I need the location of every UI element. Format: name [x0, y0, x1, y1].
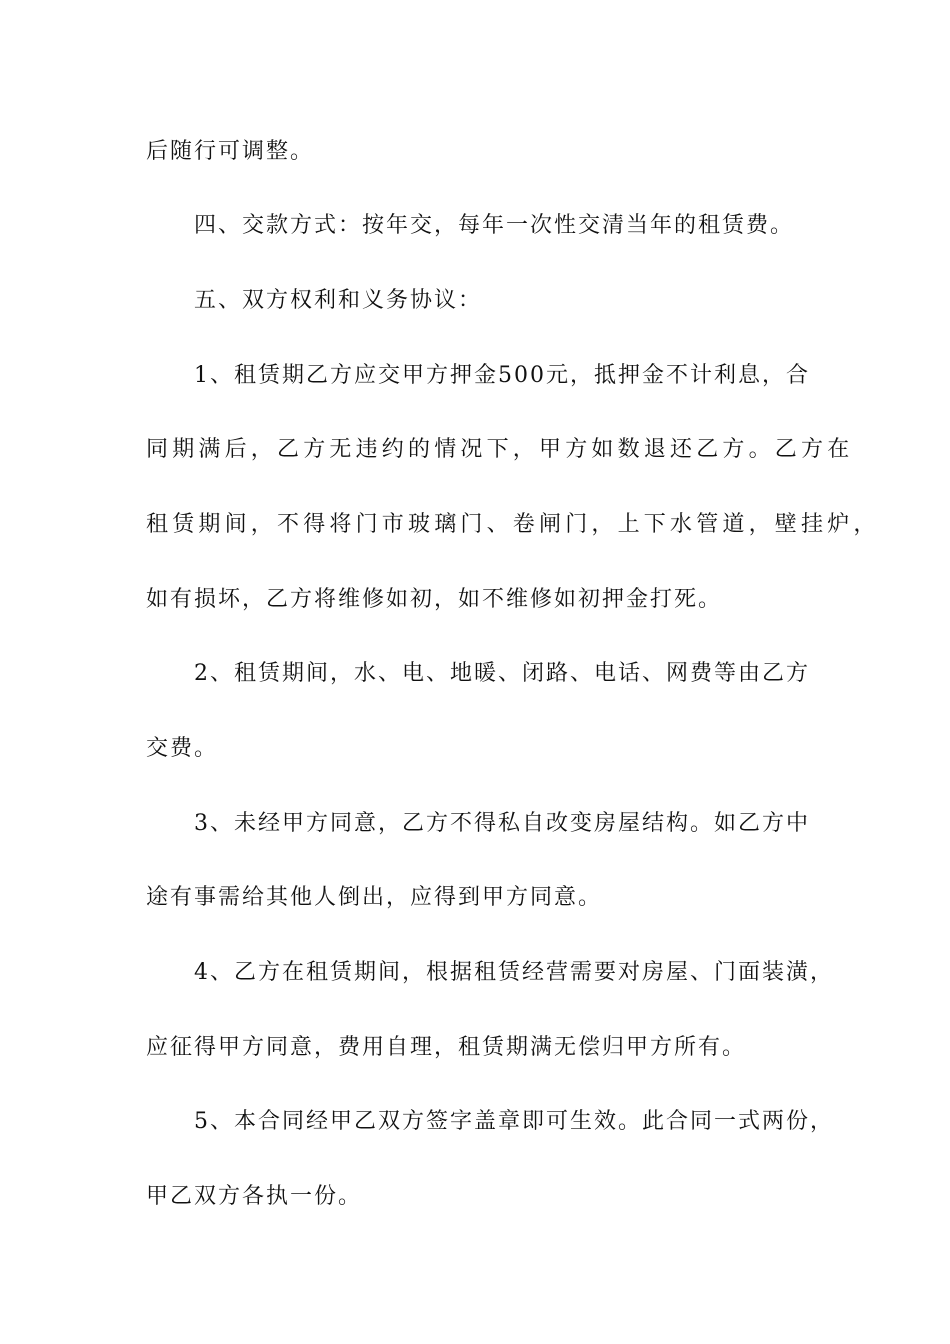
text-line: 2、租赁期间，水、电、地暖、闭路、电话、网费等由乙方: [194, 661, 810, 686]
text-line: 5、本合同经甲乙双方签字盖章即可生效。此合同一式两份，: [194, 1109, 834, 1134]
text-line: 后随行可调整。: [146, 139, 315, 164]
text-line: 交费。: [146, 736, 219, 761]
text-line: 1、租赁期乙方应交甲方押金500元，抵押金不计利息，合: [194, 363, 810, 388]
text-line: 同期满后，乙方无违约的情况下，甲方如数退还乙方。乙方在: [146, 437, 854, 462]
text-line: 4、乙方在租赁期间，根据租赁经营需要对房屋、门面装潢，: [194, 960, 834, 985]
text-line: 如有损坏，乙方将维修如初，如不维修如初押金打死。: [146, 587, 723, 612]
text-line: 3、未经甲方同意，乙方不得私自改变房屋结构。如乙方中: [194, 811, 810, 836]
text-line: 四、交款方式：按年交，每年一次性交清当年的租赁费。: [194, 213, 795, 238]
text-line: 五、双方权利和义务协议：: [194, 288, 483, 313]
text-line: 甲乙双方各执一份。: [146, 1184, 363, 1209]
text-line: 途有事需给其他人倒出，应得到甲方同意。: [146, 885, 603, 910]
text-line: 租赁期间，不得将门市玻璃门、卷闸门，上下水管道，壁挂炉，: [146, 512, 880, 537]
text-line: 应征得甲方同意，费用自理，租赁期满无偿归甲方所有。: [146, 1035, 747, 1060]
